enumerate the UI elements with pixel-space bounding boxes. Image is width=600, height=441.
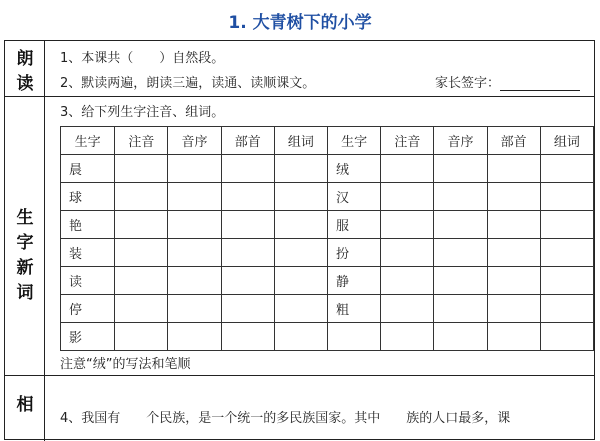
answer-cell[interactable] <box>487 183 540 211</box>
table-row <box>61 295 594 323</box>
answer-cell[interactable] <box>168 155 221 183</box>
related-label <box>5 393 45 418</box>
section-divider-1 <box>5 96 594 97</box>
answer-cell[interactable] <box>487 267 540 295</box>
character-cell: 影 <box>61 323 115 351</box>
answer-cell[interactable] <box>115 267 168 295</box>
character-cell: 艳 <box>61 211 115 239</box>
answer-cell[interactable] <box>381 239 434 267</box>
answer-cell[interactable] <box>274 183 327 211</box>
related-line-4: 4、我国有 个民族，是一个统一的多民族国家。其中 族的人口最多，课 <box>60 411 511 426</box>
table-row <box>61 183 594 211</box>
table-header-cell: 部首 <box>221 127 274 155</box>
answer-cell[interactable] <box>487 323 540 351</box>
answer-cell[interactable] <box>221 239 274 267</box>
worksheet-frame <box>4 40 595 440</box>
stroke-order-note: 注意“绒”的写法和笔顺 <box>60 357 191 372</box>
answer-cell[interactable] <box>434 267 487 295</box>
table-row <box>61 267 594 295</box>
new-chars-instruction: 3、给下列生字注音、组词。 <box>60 105 225 120</box>
parent-signature <box>435 72 580 91</box>
answer-cell[interactable] <box>540 267 593 295</box>
answer-cell[interactable] <box>274 295 327 323</box>
new-chars-label <box>5 206 45 306</box>
answer-cell[interactable] <box>221 155 274 183</box>
character-cell: 停 <box>61 295 115 323</box>
answer-cell[interactable] <box>487 239 540 267</box>
table-header-cell: 注音 <box>381 127 434 155</box>
table-row <box>61 155 594 183</box>
table-header-cell: 组词 <box>274 127 327 155</box>
answer-cell[interactable] <box>221 267 274 295</box>
answer-cell[interactable] <box>381 267 434 295</box>
answer-cell[interactable] <box>115 155 168 183</box>
character-cell: 静 <box>327 267 380 295</box>
answer-cell[interactable] <box>434 183 487 211</box>
character-cell: 汉 <box>327 183 380 211</box>
answer-cell[interactable] <box>115 295 168 323</box>
answer-cell[interactable] <box>274 267 327 295</box>
answer-cell[interactable] <box>115 239 168 267</box>
reading-label-char-2: 读 <box>16 74 34 94</box>
answer-cell[interactable] <box>381 211 434 239</box>
table-row <box>61 211 594 239</box>
table-header-cell: 音序 <box>434 127 487 155</box>
answer-cell[interactable] <box>540 239 593 267</box>
answer-cell[interactable] <box>381 183 434 211</box>
character-cell: 晨 <box>61 155 115 183</box>
character-cell: 粗 <box>327 295 380 323</box>
answer-cell[interactable] <box>221 323 274 351</box>
answer-cell[interactable] <box>540 295 593 323</box>
section-divider-2 <box>5 375 594 376</box>
answer-cell[interactable] <box>540 155 593 183</box>
answer-cell[interactable] <box>274 239 327 267</box>
table-header-cell: 组词 <box>540 127 593 155</box>
new-chars-label-char-1: 生 <box>16 208 34 228</box>
answer-cell[interactable] <box>434 323 487 351</box>
answer-cell[interactable] <box>115 323 168 351</box>
answer-cell[interactable] <box>221 295 274 323</box>
page-title: 1. 大青树下的小学 <box>228 13 372 33</box>
table-header-cell: 生字 <box>327 127 380 155</box>
table-row <box>61 239 594 267</box>
answer-cell[interactable] <box>540 323 593 351</box>
answer-cell[interactable] <box>168 239 221 267</box>
character-cell <box>327 323 380 351</box>
related-label-char-1: 相 <box>16 395 34 415</box>
answer-cell[interactable] <box>540 211 593 239</box>
character-cell: 读 <box>61 267 115 295</box>
answer-cell[interactable] <box>221 211 274 239</box>
parent-signature-label: 家长签字： <box>435 76 501 91</box>
answer-cell[interactable] <box>221 183 274 211</box>
answer-cell[interactable] <box>168 323 221 351</box>
answer-cell[interactable] <box>115 211 168 239</box>
answer-cell[interactable] <box>434 239 487 267</box>
reading-line-1: 1、本课共（ ）自然段。 <box>60 51 225 66</box>
new-chars-label-char-2: 字 <box>16 233 34 253</box>
answer-cell[interactable] <box>487 295 540 323</box>
answer-cell[interactable] <box>168 295 221 323</box>
character-cell: 绒 <box>327 155 380 183</box>
new-chars-label-char-4: 词 <box>16 283 34 303</box>
answer-cell[interactable] <box>434 155 487 183</box>
answer-cell[interactable] <box>434 211 487 239</box>
answer-cell[interactable] <box>381 295 434 323</box>
character-table <box>60 126 594 351</box>
character-cell: 服 <box>327 211 380 239</box>
table-header-row <box>61 127 594 155</box>
new-chars-label-char-3: 新 <box>16 258 34 278</box>
table-header-cell: 部首 <box>487 127 540 155</box>
answer-cell[interactable] <box>168 267 221 295</box>
reading-label-char-1: 朗 <box>16 49 34 69</box>
answer-cell[interactable] <box>274 323 327 351</box>
table-header-cell: 注音 <box>115 127 168 155</box>
answer-cell[interactable] <box>168 211 221 239</box>
reading-line-2: 2、默读两遍，朗读三遍，读通、读顺课文。 <box>60 76 316 91</box>
table-header-cell: 生字 <box>61 127 115 155</box>
reading-label <box>5 47 45 97</box>
answer-cell[interactable] <box>381 155 434 183</box>
answer-cell[interactable] <box>487 211 540 239</box>
answer-cell[interactable] <box>540 183 593 211</box>
character-cell: 球 <box>61 183 115 211</box>
parent-signature-field[interactable] <box>500 76 580 91</box>
answer-cell[interactable] <box>274 211 327 239</box>
character-cell: 扮 <box>327 239 380 267</box>
answer-cell[interactable] <box>381 323 434 351</box>
table-row <box>61 323 594 351</box>
character-cell: 装 <box>61 239 115 267</box>
table-header-cell: 音序 <box>168 127 221 155</box>
answer-cell[interactable] <box>168 183 221 211</box>
answer-cell[interactable] <box>434 295 487 323</box>
answer-cell[interactable] <box>274 155 327 183</box>
answer-cell[interactable] <box>115 183 168 211</box>
answer-cell[interactable] <box>487 155 540 183</box>
